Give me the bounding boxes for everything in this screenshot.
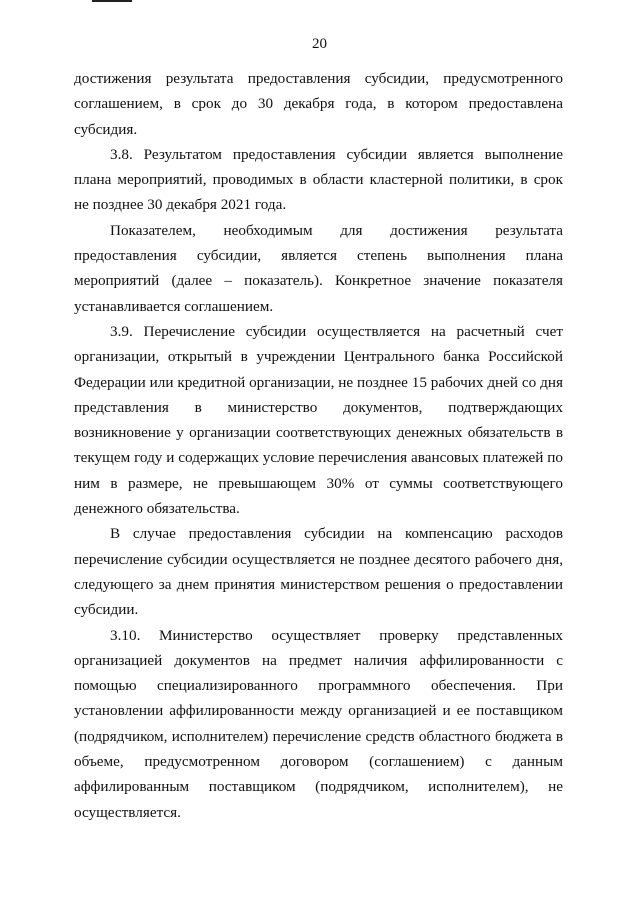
text-line: соглашением, в срок до 30 декабря года, в котором предоставлена bbox=[74, 95, 563, 113]
text-line: мероприятий (далее – показатель). Конкретное значение показателя bbox=[74, 272, 563, 290]
paragraph-indicator bbox=[74, 218, 563, 319]
paragraph-3-9 bbox=[74, 319, 563, 521]
text-line: Федерации или кредитной организации, не позднее 15 рабочих дней со дня bbox=[74, 373, 563, 391]
text-line: организации, открытый в учреждении Центрального банка Российской bbox=[74, 348, 563, 366]
text-line: организацией документов на предмет наличия аффилированности с bbox=[74, 651, 563, 669]
text-line: аффилированным поставщиком (подрядчиком, исполнителем), не bbox=[74, 778, 563, 796]
text-line: Показателем, необходимым для достижения результата bbox=[110, 221, 563, 239]
text-line: устанавливается соглашением. bbox=[74, 297, 274, 315]
text-line: следующего за днем принятия министерством решения о предоставлении bbox=[74, 575, 563, 593]
text-line: ним в размере, не превышающем 30% от суммы соответствующего bbox=[74, 474, 563, 492]
text-line: помощью специализированного программного обеспечения. При bbox=[74, 677, 563, 695]
text-line: В случае предоставления субсидии на компенсацию расходов bbox=[110, 525, 563, 543]
text-line: (подрядчиком, исполнителем) перечисление средств областного бюджета в bbox=[74, 727, 563, 745]
text-line: осуществляется. bbox=[74, 803, 181, 821]
paragraph-3-8 bbox=[74, 142, 563, 218]
text-line: установлении аффилированности между организацией и ее поставщиком bbox=[74, 702, 563, 720]
text-line: денежного обязательства. bbox=[74, 500, 240, 518]
text-line: представления в министерство документов, подтверждающих bbox=[74, 398, 563, 416]
text-line: 3.8. Результатом предоставления субсидии является выполнение bbox=[110, 145, 563, 163]
paragraph-3-10 bbox=[74, 623, 563, 825]
document-body bbox=[74, 66, 563, 825]
text-line: 3.10. Министерство осуществляет проверку представленных bbox=[110, 626, 563, 644]
scan-corner-mark bbox=[92, 0, 132, 2]
text-line: текущем году и содержащих условие перечисления авансовых платежей по bbox=[74, 449, 563, 467]
text-line: достижения результата предоставления субсидии, предусмотренного bbox=[74, 70, 563, 87]
page-number: 20 bbox=[312, 36, 327, 52]
text-line: возникновение у организации соответствующих денежных обязательств в bbox=[74, 424, 563, 442]
text-line: перечисление субсидии осуществляется не позднее десятого рабочего дня, bbox=[74, 550, 563, 568]
text-line: предоставления субсидии, является степень выполнения плана bbox=[74, 247, 563, 265]
text-line: не позднее 30 декабря 2021 года. bbox=[74, 196, 287, 214]
text-line: 3.9. Перечисление субсидии осуществляется на расчетный счет bbox=[110, 322, 563, 340]
text-line: плана мероприятий, проводимых в области кластерной политики, в срок bbox=[74, 171, 563, 189]
paragraph-compensation bbox=[74, 521, 563, 622]
text-line: объеме, предусмотренном договором (соглашением) с данным bbox=[74, 753, 563, 771]
paragraph-continuation bbox=[74, 66, 563, 142]
text-line: субсидии. bbox=[74, 601, 139, 619]
text-line: субсидия. bbox=[74, 120, 138, 138]
